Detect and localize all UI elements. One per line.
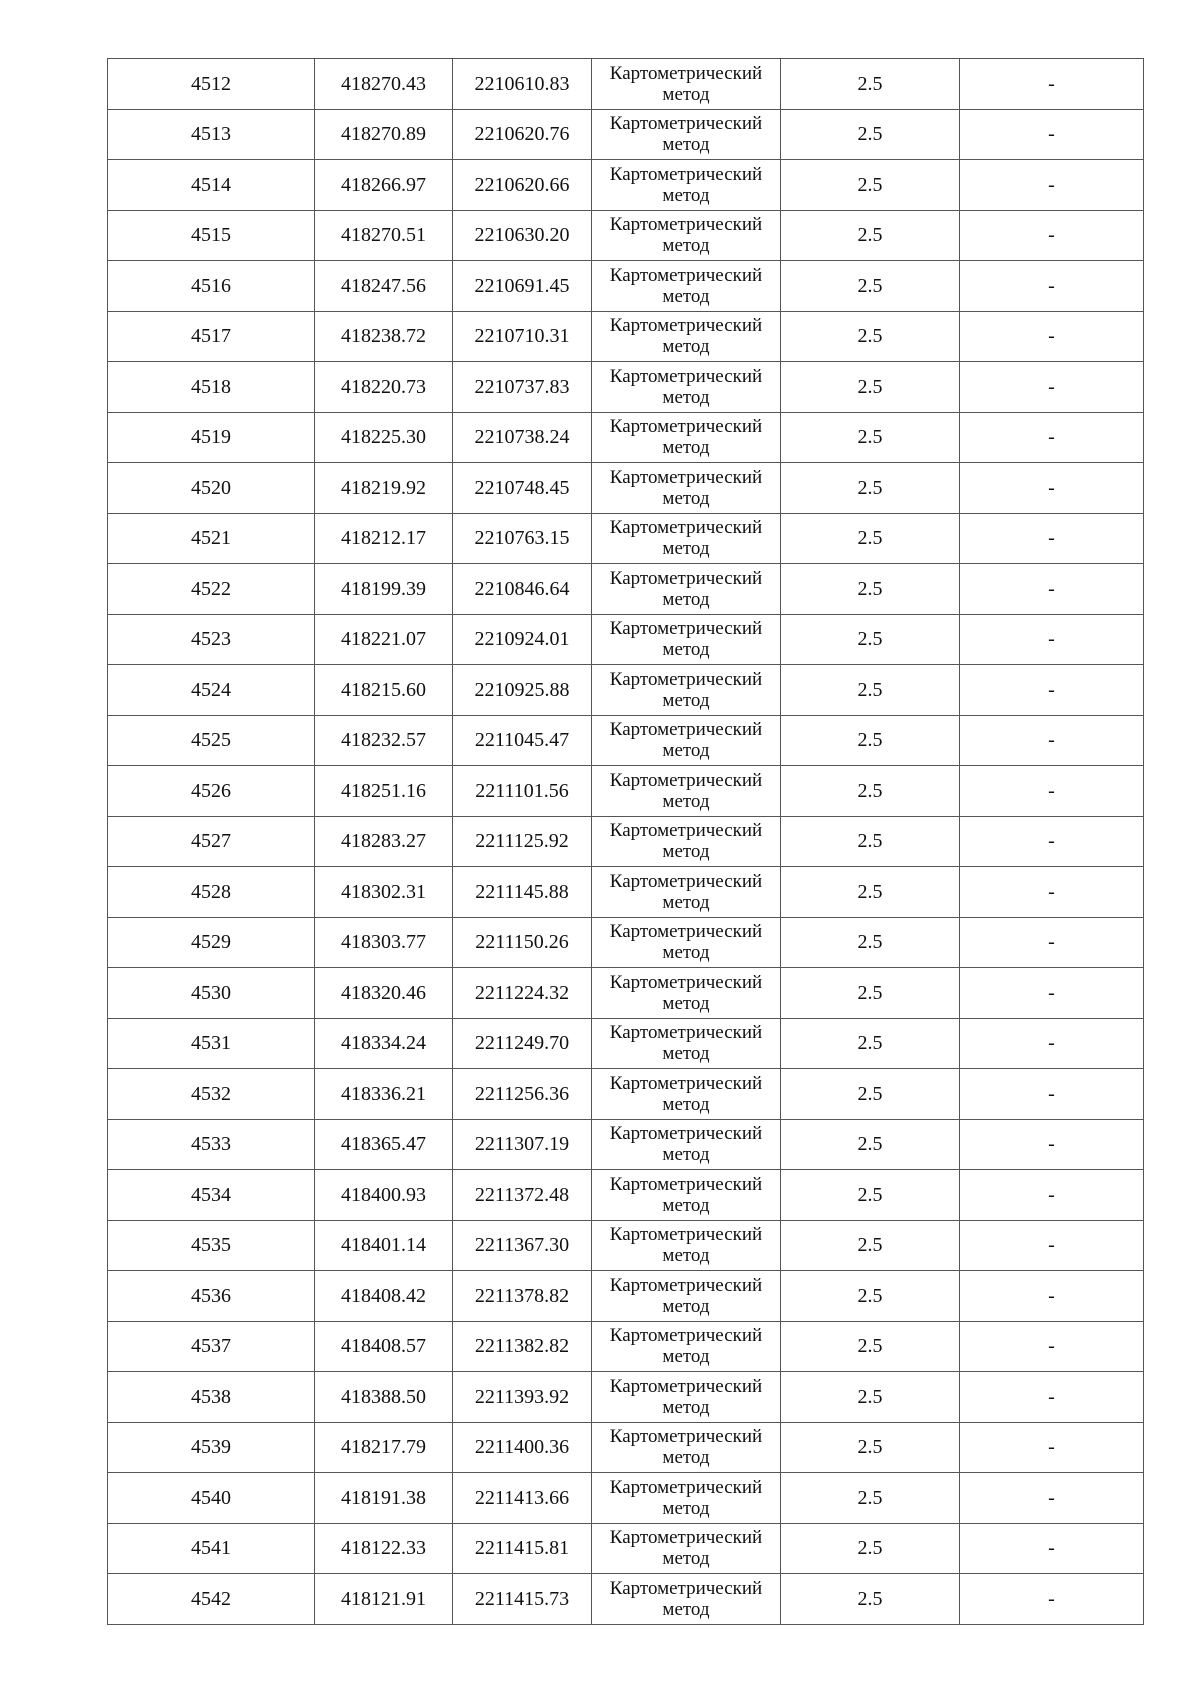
method-line-2: метод [662, 336, 710, 358]
method-line-1: Картометрический [609, 1476, 763, 1498]
table-row [108, 463, 1144, 514]
table-row [108, 867, 1144, 918]
accuracy-cell: 2.5 [781, 311, 960, 362]
table-row [108, 59, 1144, 110]
table-row [108, 1220, 1144, 1271]
point-number-cell: 4516 [108, 261, 315, 312]
method-line-2: метод [662, 235, 710, 257]
method-cell [592, 1473, 781, 1524]
accuracy-cell: 2.5 [781, 362, 960, 413]
note-cell: - [960, 614, 1144, 665]
y-coordinate-cell: 2211256.36 [453, 1069, 592, 1120]
table-row [108, 1321, 1144, 1372]
note-cell: - [960, 715, 1144, 766]
method-cell [592, 1372, 781, 1423]
y-coordinate-cell: 2210710.31 [453, 311, 592, 362]
x-coordinate-cell: 418401.14 [315, 1220, 453, 1271]
point-number-cell: 4540 [108, 1473, 315, 1524]
table-row [108, 715, 1144, 766]
y-coordinate-cell: 2211413.66 [453, 1473, 592, 1524]
note-cell: - [960, 1271, 1144, 1322]
y-coordinate-cell: 2211150.26 [453, 917, 592, 968]
method-line-1: Картометрический [609, 1375, 763, 1397]
method-cell [592, 766, 781, 817]
method-line-2: метод [662, 184, 710, 206]
method-line-2: метод [662, 740, 710, 762]
x-coordinate-cell: 418191.38 [315, 1473, 453, 1524]
method-line-2: метод [662, 285, 710, 307]
method-line-2: метод [662, 891, 710, 913]
method-cell [592, 311, 781, 362]
accuracy-cell: 2.5 [781, 1119, 960, 1170]
table-row [108, 513, 1144, 564]
method-line-1: Картометрический [609, 769, 763, 791]
accuracy-cell: 2.5 [781, 867, 960, 918]
method-line-1: Картометрический [609, 113, 763, 135]
x-coordinate-cell: 418247.56 [315, 261, 453, 312]
y-coordinate-cell: 2210924.01 [453, 614, 592, 665]
y-coordinate-cell: 2210610.83 [453, 59, 592, 110]
x-coordinate-cell: 418215.60 [315, 665, 453, 716]
method-line-2: метод [662, 538, 710, 560]
accuracy-cell: 2.5 [781, 1523, 960, 1574]
note-cell: - [960, 867, 1144, 918]
x-coordinate-cell: 418221.07 [315, 614, 453, 665]
y-coordinate-cell: 2211415.81 [453, 1523, 592, 1574]
method-line-2: метод [662, 487, 710, 509]
y-coordinate-cell: 2211382.82 [453, 1321, 592, 1372]
note-cell: - [960, 1119, 1144, 1170]
point-number-cell: 4542 [108, 1574, 315, 1625]
y-coordinate-cell: 2211249.70 [453, 1018, 592, 1069]
point-number-cell: 4519 [108, 412, 315, 463]
accuracy-cell: 2.5 [781, 816, 960, 867]
method-line-1: Картометрический [609, 1325, 763, 1347]
y-coordinate-cell: 2211378.82 [453, 1271, 592, 1322]
method-cell [592, 614, 781, 665]
x-coordinate-cell: 418302.31 [315, 867, 453, 918]
table-row [108, 261, 1144, 312]
method-line-2: метод [662, 689, 710, 711]
y-coordinate-cell: 2211101.56 [453, 766, 592, 817]
x-coordinate-cell: 418270.43 [315, 59, 453, 110]
method-line-2: метод [662, 83, 710, 105]
method-cell [592, 210, 781, 261]
table-row [108, 1523, 1144, 1574]
method-line-1: Картометрический [609, 1072, 763, 1094]
accuracy-cell: 2.5 [781, 1422, 960, 1473]
point-number-cell: 4522 [108, 564, 315, 615]
method-line-2: метод [662, 1396, 710, 1418]
point-number-cell: 4529 [108, 917, 315, 968]
method-cell [592, 160, 781, 211]
accuracy-cell: 2.5 [781, 1271, 960, 1322]
table-row [108, 1473, 1144, 1524]
x-coordinate-cell: 418232.57 [315, 715, 453, 766]
accuracy-cell: 2.5 [781, 1170, 960, 1221]
method-cell [592, 1321, 781, 1372]
accuracy-cell: 2.5 [781, 1574, 960, 1625]
y-coordinate-cell: 2211367.30 [453, 1220, 592, 1271]
y-coordinate-cell: 2211125.92 [453, 816, 592, 867]
point-number-cell: 4539 [108, 1422, 315, 1473]
method-cell [592, 917, 781, 968]
accuracy-cell: 2.5 [781, 261, 960, 312]
accuracy-cell: 2.5 [781, 917, 960, 968]
method-line-1: Картометрический [609, 1527, 763, 1549]
table-row [108, 1422, 1144, 1473]
table-row [108, 1271, 1144, 1322]
method-line-1: Картометрический [609, 517, 763, 539]
accuracy-cell: 2.5 [781, 968, 960, 1019]
table-row [108, 362, 1144, 413]
method-cell [592, 261, 781, 312]
x-coordinate-cell: 418408.42 [315, 1271, 453, 1322]
accuracy-cell: 2.5 [781, 513, 960, 564]
x-coordinate-cell: 418238.72 [315, 311, 453, 362]
note-cell: - [960, 463, 1144, 514]
point-number-cell: 4532 [108, 1069, 315, 1120]
method-line-2: метод [662, 942, 710, 964]
y-coordinate-cell: 2211415.73 [453, 1574, 592, 1625]
table-row [108, 109, 1144, 160]
x-coordinate-cell: 418388.50 [315, 1372, 453, 1423]
method-cell [592, 362, 781, 413]
method-line-2: метод [662, 1295, 710, 1317]
table-row [108, 968, 1144, 1019]
method-line-2: метод [662, 134, 710, 156]
method-line-1: Картометрический [609, 416, 763, 438]
method-line-1: Картометрический [609, 1173, 763, 1195]
y-coordinate-cell: 2211145.88 [453, 867, 592, 918]
method-cell [592, 715, 781, 766]
note-cell: - [960, 816, 1144, 867]
x-coordinate-cell: 418199.39 [315, 564, 453, 615]
x-coordinate-cell: 418225.30 [315, 412, 453, 463]
accuracy-cell: 2.5 [781, 1372, 960, 1423]
table-row [108, 614, 1144, 665]
method-line-2: метод [662, 437, 710, 459]
table-row [108, 1170, 1144, 1221]
method-cell [592, 1220, 781, 1271]
method-line-2: метод [662, 1346, 710, 1368]
method-cell [592, 1018, 781, 1069]
table-row [108, 1069, 1144, 1120]
method-line-1: Картометрический [609, 618, 763, 640]
method-cell [592, 59, 781, 110]
table-row [108, 665, 1144, 716]
method-cell [592, 1170, 781, 1221]
method-line-1: Картометрический [609, 1224, 763, 1246]
y-coordinate-cell: 2210620.76 [453, 109, 592, 160]
x-coordinate-cell: 418266.97 [315, 160, 453, 211]
x-coordinate-cell: 418122.33 [315, 1523, 453, 1574]
x-coordinate-cell: 418217.79 [315, 1422, 453, 1473]
note-cell: - [960, 1523, 1144, 1574]
point-number-cell: 4538 [108, 1372, 315, 1423]
point-number-cell: 4527 [108, 816, 315, 867]
method-line-2: метод [662, 1548, 710, 1570]
table-row [108, 1574, 1144, 1625]
x-coordinate-cell: 418334.24 [315, 1018, 453, 1069]
point-number-cell: 4521 [108, 513, 315, 564]
note-cell: - [960, 1422, 1144, 1473]
point-number-cell: 4535 [108, 1220, 315, 1271]
note-cell: - [960, 1018, 1144, 1069]
method-line-1: Картометрический [609, 214, 763, 236]
point-number-cell: 4513 [108, 109, 315, 160]
note-cell: - [960, 311, 1144, 362]
method-line-1: Картометрический [609, 719, 763, 741]
method-line-1: Картометрический [609, 668, 763, 690]
point-number-cell: 4518 [108, 362, 315, 413]
method-line-2: метод [662, 1447, 710, 1469]
method-cell [592, 1523, 781, 1574]
note-cell: - [960, 1574, 1144, 1625]
method-cell [592, 1069, 781, 1120]
y-coordinate-cell: 2210748.45 [453, 463, 592, 514]
method-cell [592, 109, 781, 160]
method-line-2: метод [662, 386, 710, 408]
method-line-2: метод [662, 992, 710, 1014]
x-coordinate-cell: 418400.93 [315, 1170, 453, 1221]
x-coordinate-cell: 418408.57 [315, 1321, 453, 1372]
method-line-2: метод [662, 639, 710, 661]
x-coordinate-cell: 418270.51 [315, 210, 453, 261]
x-coordinate-cell: 418251.16 [315, 766, 453, 817]
note-cell: - [960, 968, 1144, 1019]
table-row [108, 160, 1144, 211]
x-coordinate-cell: 418121.91 [315, 1574, 453, 1625]
note-cell: - [960, 109, 1144, 160]
method-line-1: Картометрический [609, 62, 763, 84]
x-coordinate-cell: 418336.21 [315, 1069, 453, 1120]
method-line-2: метод [662, 1497, 710, 1519]
accuracy-cell: 2.5 [781, 1220, 960, 1271]
method-line-2: метод [662, 841, 710, 863]
point-number-cell: 4536 [108, 1271, 315, 1322]
accuracy-cell: 2.5 [781, 614, 960, 665]
method-line-2: метод [662, 588, 710, 610]
accuracy-cell: 2.5 [781, 1018, 960, 1069]
point-number-cell: 4517 [108, 311, 315, 362]
note-cell: - [960, 1220, 1144, 1271]
method-line-1: Картометрический [609, 1123, 763, 1145]
point-number-cell: 4523 [108, 614, 315, 665]
table-row [108, 311, 1144, 362]
method-cell [592, 1422, 781, 1473]
point-number-cell: 4528 [108, 867, 315, 918]
x-coordinate-cell: 418219.92 [315, 463, 453, 514]
table-row [108, 210, 1144, 261]
method-line-1: Картометрический [609, 1022, 763, 1044]
table-row [108, 1119, 1144, 1170]
method-cell [592, 1119, 781, 1170]
note-cell: - [960, 665, 1144, 716]
point-number-cell: 4524 [108, 665, 315, 716]
accuracy-cell: 2.5 [781, 463, 960, 514]
method-line-2: метод [662, 1598, 710, 1620]
note-cell: - [960, 1069, 1144, 1120]
y-coordinate-cell: 2210630.20 [453, 210, 592, 261]
point-number-cell: 4514 [108, 160, 315, 211]
method-line-2: метод [662, 1194, 710, 1216]
note-cell: - [960, 1473, 1144, 1524]
method-line-2: метод [662, 790, 710, 812]
method-line-2: метод [662, 1043, 710, 1065]
method-line-1: Картометрический [609, 820, 763, 842]
note-cell: - [960, 210, 1144, 261]
y-coordinate-cell: 2210691.45 [453, 261, 592, 312]
method-cell [592, 816, 781, 867]
accuracy-cell: 2.5 [781, 564, 960, 615]
method-line-1: Картометрический [609, 870, 763, 892]
note-cell: - [960, 1170, 1144, 1221]
note-cell: - [960, 59, 1144, 110]
method-line-1: Картометрический [609, 315, 763, 337]
table-row [108, 766, 1144, 817]
x-coordinate-cell: 418303.77 [315, 917, 453, 968]
point-number-cell: 4530 [108, 968, 315, 1019]
method-line-1: Картометрический [609, 921, 763, 943]
note-cell: - [960, 412, 1144, 463]
method-line-1: Картометрический [609, 567, 763, 589]
method-line-2: метод [662, 1144, 710, 1166]
method-cell [592, 463, 781, 514]
x-coordinate-cell: 418283.27 [315, 816, 453, 867]
point-number-cell: 4526 [108, 766, 315, 817]
note-cell: - [960, 1372, 1144, 1423]
y-coordinate-cell: 2210846.64 [453, 564, 592, 615]
method-line-1: Картометрический [609, 1274, 763, 1296]
point-number-cell: 4525 [108, 715, 315, 766]
accuracy-cell: 2.5 [781, 766, 960, 817]
y-coordinate-cell: 2210763.15 [453, 513, 592, 564]
table-row [108, 917, 1144, 968]
method-line-1: Картометрический [609, 264, 763, 286]
method-line-1: Картометрический [609, 971, 763, 993]
x-coordinate-cell: 418220.73 [315, 362, 453, 413]
method-line-1: Картометрический [609, 1577, 763, 1599]
point-number-cell: 4534 [108, 1170, 315, 1221]
x-coordinate-cell: 418212.17 [315, 513, 453, 564]
method-cell [592, 1574, 781, 1625]
x-coordinate-cell: 418320.46 [315, 968, 453, 1019]
accuracy-cell: 2.5 [781, 1321, 960, 1372]
accuracy-cell: 2.5 [781, 59, 960, 110]
method-line-1: Картометрический [609, 365, 763, 387]
accuracy-cell: 2.5 [781, 210, 960, 261]
accuracy-cell: 2.5 [781, 1473, 960, 1524]
method-cell [592, 412, 781, 463]
point-number-cell: 4531 [108, 1018, 315, 1069]
y-coordinate-cell: 2211224.32 [453, 968, 592, 1019]
point-number-cell: 4515 [108, 210, 315, 261]
x-coordinate-cell: 418365.47 [315, 1119, 453, 1170]
method-line-2: метод [662, 1093, 710, 1115]
y-coordinate-cell: 2210925.88 [453, 665, 592, 716]
note-cell: - [960, 513, 1144, 564]
table-row [108, 1372, 1144, 1423]
accuracy-cell: 2.5 [781, 665, 960, 716]
x-coordinate-cell: 418270.89 [315, 109, 453, 160]
point-number-cell: 4537 [108, 1321, 315, 1372]
note-cell: - [960, 362, 1144, 413]
y-coordinate-cell: 2210737.83 [453, 362, 592, 413]
point-number-cell: 4512 [108, 59, 315, 110]
y-coordinate-cell: 2211307.19 [453, 1119, 592, 1170]
y-coordinate-cell: 2211372.48 [453, 1170, 592, 1221]
table-row [108, 816, 1144, 867]
note-cell: - [960, 564, 1144, 615]
y-coordinate-cell: 2210738.24 [453, 412, 592, 463]
note-cell: - [960, 160, 1144, 211]
point-number-cell: 4533 [108, 1119, 315, 1170]
accuracy-cell: 2.5 [781, 715, 960, 766]
method-cell [592, 867, 781, 918]
method-line-1: Картометрический [609, 466, 763, 488]
note-cell: - [960, 766, 1144, 817]
y-coordinate-cell: 2210620.66 [453, 160, 592, 211]
accuracy-cell: 2.5 [781, 1069, 960, 1120]
y-coordinate-cell: 2211045.47 [453, 715, 592, 766]
method-line-1: Картометрический [609, 1426, 763, 1448]
point-number-cell: 4541 [108, 1523, 315, 1574]
table-row [108, 1018, 1144, 1069]
method-cell [592, 564, 781, 615]
accuracy-cell: 2.5 [781, 109, 960, 160]
coordinates-table [107, 58, 1144, 1625]
method-line-2: метод [662, 1245, 710, 1267]
method-cell [592, 1271, 781, 1322]
point-number-cell: 4520 [108, 463, 315, 514]
method-cell [592, 665, 781, 716]
table-row [108, 564, 1144, 615]
method-cell [592, 968, 781, 1019]
note-cell: - [960, 917, 1144, 968]
note-cell: - [960, 1321, 1144, 1372]
method-line-1: Картометрический [609, 163, 763, 185]
accuracy-cell: 2.5 [781, 160, 960, 211]
table-row [108, 412, 1144, 463]
method-cell [592, 513, 781, 564]
y-coordinate-cell: 2211393.92 [453, 1372, 592, 1423]
note-cell: - [960, 261, 1144, 312]
y-coordinate-cell: 2211400.36 [453, 1422, 592, 1473]
accuracy-cell: 2.5 [781, 412, 960, 463]
